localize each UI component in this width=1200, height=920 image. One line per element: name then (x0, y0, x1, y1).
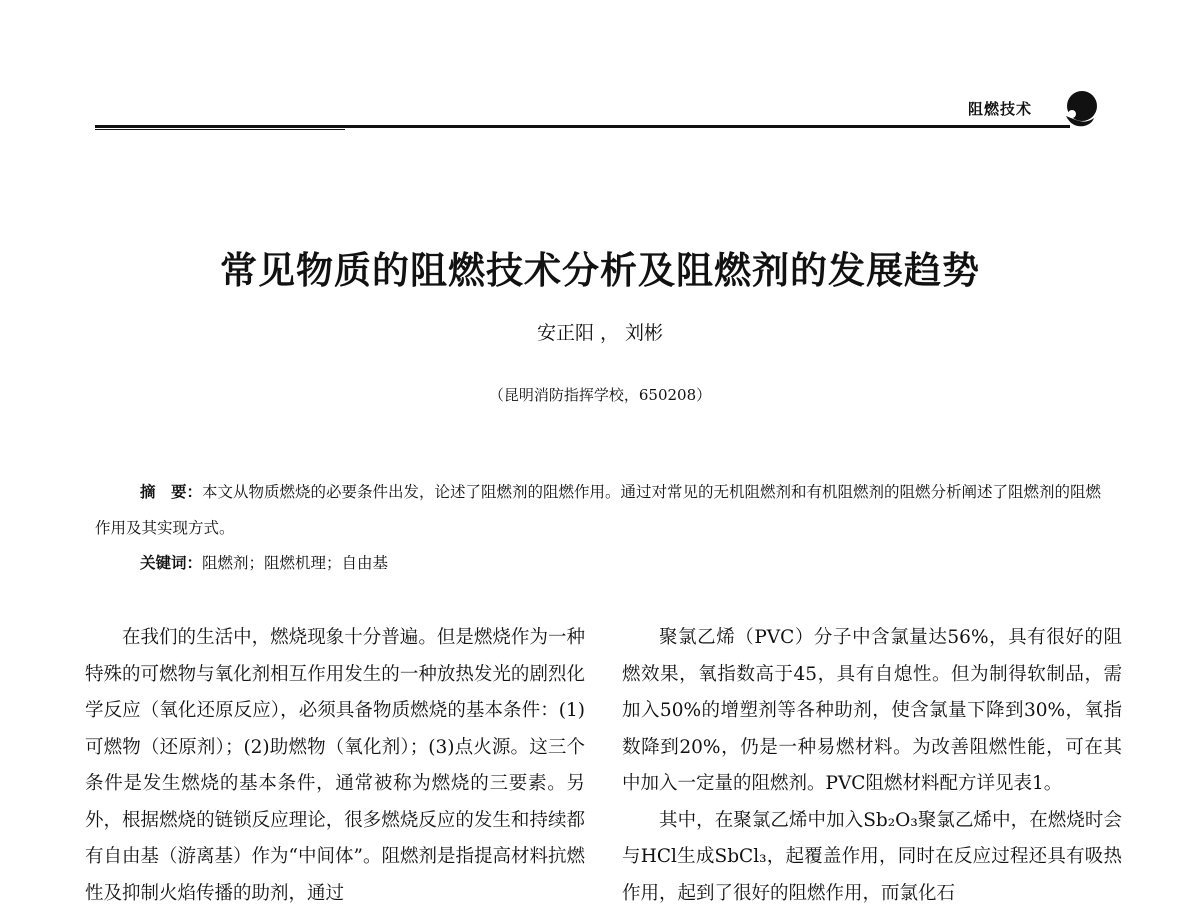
section-label: 阻燃技术 (968, 100, 1033, 118)
journal-logo-icon (1062, 90, 1098, 130)
keywords-label: 关键词： (140, 554, 203, 572)
header-rule (95, 125, 1070, 128)
keywords (140, 548, 388, 578)
abstract (95, 474, 1105, 546)
article-authors: 安正阳 ， 刘彬 (536, 322, 664, 344)
abstract-label: 摘 要： (140, 483, 203, 501)
paragraph: 聚氯乙烯（PVC）分子中含氯量达56%，具有很好的阻燃效果，氧指数高于45，具有自熄性。但为制得软制品，需加入50%的增塑剂等各种助剂，使含氯量下降到30%，氧指数降到20%，仍是一种易燃材料。为改善阻燃性能，可在其中加入一定量的阻燃剂。PVC阻燃材料配方详见表1。 (622, 627, 1122, 794)
paragraph: 其中，在聚氯乙烯中加入Sb₂O₃聚氯乙烯中，在燃烧时会与HCl生成SbCl₃，起覆盖作用，同时在反应过程还具有吸热作用，起到了很好的阻燃作用，而氯化石 (622, 809, 1122, 904)
keywords-text: 阻燃剂；阻燃机理；自由基 (202, 554, 389, 572)
body-right-column (622, 620, 1122, 912)
abstract-text: 本文从物质燃烧的必要条件出发，论述了阻燃剂的阻燃作用。通过对常见的无机阻燃剂和有机阻燃剂的阻燃分析阐述了阻燃剂的阻燃作用及其实现方式。 (95, 483, 1102, 537)
article-title: 常见物质的阻燃技术分析及阻燃剂的发展趋势 (220, 249, 980, 292)
body-left-column (85, 620, 585, 912)
paragraph: 在我们的生活中，燃烧现象十分普遍。但是燃烧作为一种特殊的可燃物与氧化剂相互作用发生的一种放热发光的剧烈化学反应（氧化还原反应），必须具备物质燃烧的基本条件：(1)可燃物（还原剂）；(2)助燃物（氧化剂）；(3)点火源。这三个条件是发生燃烧的基本条件，通常被称为燃烧的三要素。另外，根据燃烧的链锁反应理论，很多燃烧反应的发生和持续都有自由基（游离基）作为“中间体”。阻燃剂是指提高材料抗燃性及抑制火焰传播的助剂，通过 (85, 627, 585, 904)
article-affiliation: （昆明消防指挥学校，650208） (488, 386, 712, 404)
header-rule-secondary (95, 129, 345, 130)
